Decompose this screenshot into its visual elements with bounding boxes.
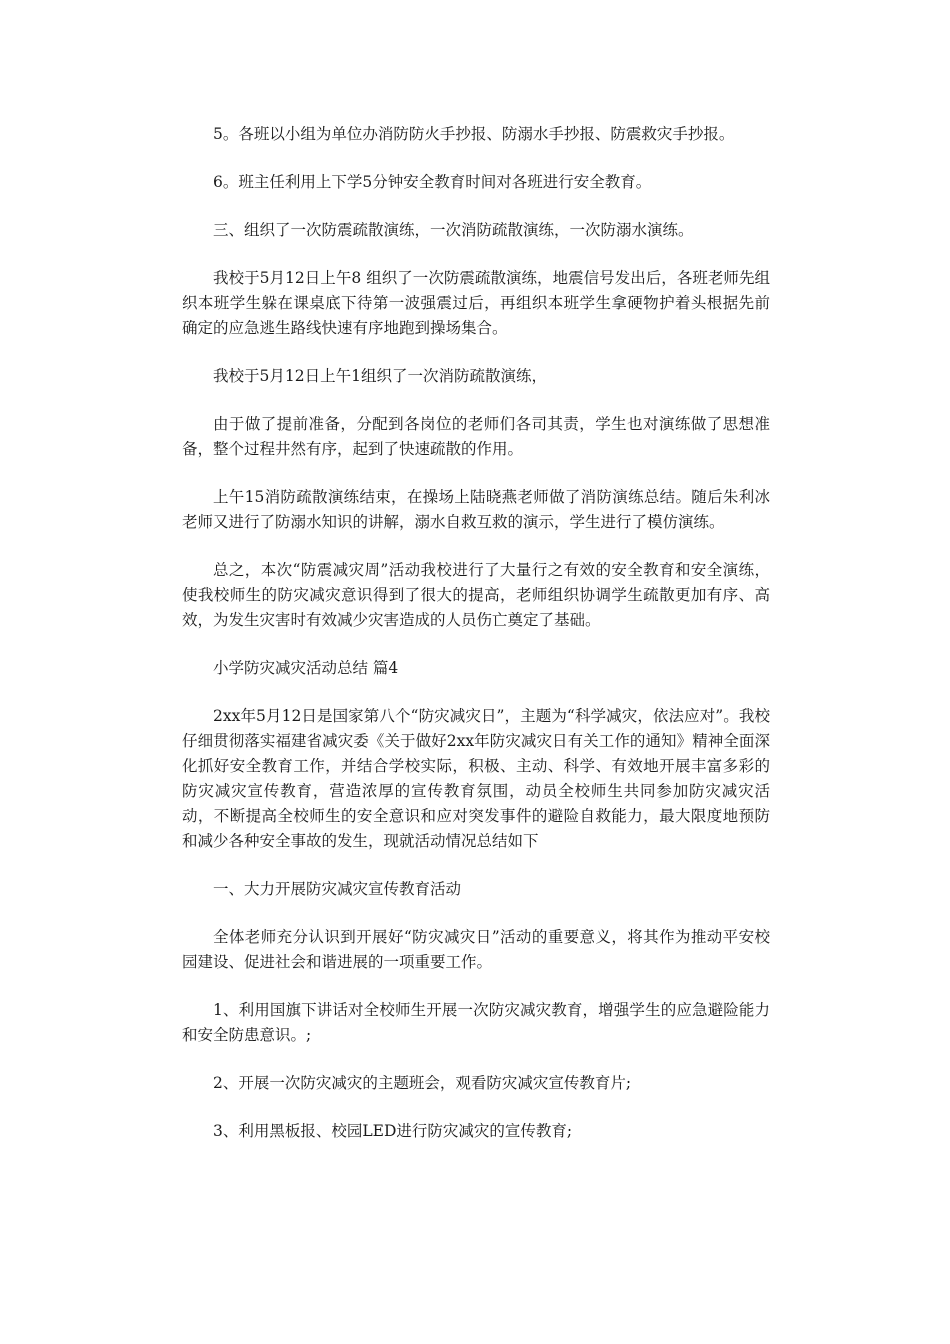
fire-drill-paragraph: 我校于5月12日上午1组织了一次消防疏散演练， [213, 367, 547, 385]
list-item-1: 1、利用国旗下讲话对全校师生开展一次防灾减灾教育，增强学生的应急避险能力和安全防患意识。; [182, 1001, 770, 1044]
awareness-paragraph: 全体老师充分认识到开展好“防灾减灾日”活动的重要意义，将其作为推动平安校园建设、促进社会和谐进展的一项重要工作。 [182, 928, 770, 971]
conclusion-paragraph: 总之，本次“防震减灾周”活动我校进行了大量行之有效的安全教育和安全演练，使我校师生的防灾减灾意识得到了很大的提高，老师组织协调学生疏散更加有序、高效，为发生灾害时有效减少灾害造成的人员伤亡奠定了基础。 [182, 561, 770, 629]
section-three-heading: 三、组织了一次防震疏散演练，一次消防疏散演练，一次防溺水演练。 [213, 221, 694, 239]
list-item-2: 2、开展一次防灾减灾的主题班会，观看防灾减灾宣传教育片; [213, 1074, 632, 1092]
preparation-paragraph: 由于做了提前准备，分配到各岗位的老师们各司其责，学生也对演练做了思想准备，整个过程井然有序，起到了快速疏散的作用。 [182, 415, 770, 458]
list-item-3: 3、利用黑板报、校园LED进行防灾减灾的宣传教育; [213, 1122, 573, 1140]
article-4-title: 小学防灾减灾活动总结 篇4 [213, 659, 399, 677]
item-5-handwritten-newspapers: 5。各班以小组为单位办消防防火手抄报、防溺水手抄报、防震救灾手抄报。 [213, 125, 735, 143]
earthquake-drill-paragraph: 我校于5月12日上午8 组织了一次防震疏散演练，地震信号发出后，各班老师先组织本班学生躲在课桌底下待第一波强震过后，再组织本班学生拿硬物护着头根据先前确定的应急逃生路线快速有序地跑到操场集合。 [182, 269, 770, 337]
document-body [182, 122, 770, 1144]
intro-paragraph: 2xx年5月12日是国家第八个“防灾减灾日”，主题为“科学减灾，依法应对”。我校仔细贯彻落实福建省减灾委《关于做好2xx年防灾减灾日有关工作的通知》精神全面深化抓好安全教育工作，并结合学校实际，积极、主动、科学、有效地开展丰富多彩的防灾减灾宣传教育，营造浓厚的宣传教育氛围，动员全校师生共同参加防灾减灾活动，不断提高全校师生的安全意识和应对突发事件的避险自救能力，最大限度地预防和减少各种安全事故的发生，现就活动情况总结如下 [182, 707, 770, 850]
drill-summary-paragraph: 上午15消防疏散演练结束，在操场上陆晓燕老师做了消防演练总结。随后朱利冰老师又进行了防溺水知识的讲解，溺水自救互救的演示，学生进行了模仿演练。 [182, 488, 770, 531]
item-6-five-minute-safety-education: 6。班主任利用上下学5分钟安全教育时间对各班进行安全教育。 [213, 173, 652, 191]
section-one-heading: 一、大力开展防灾减灾宣传教育活动 [213, 880, 462, 898]
